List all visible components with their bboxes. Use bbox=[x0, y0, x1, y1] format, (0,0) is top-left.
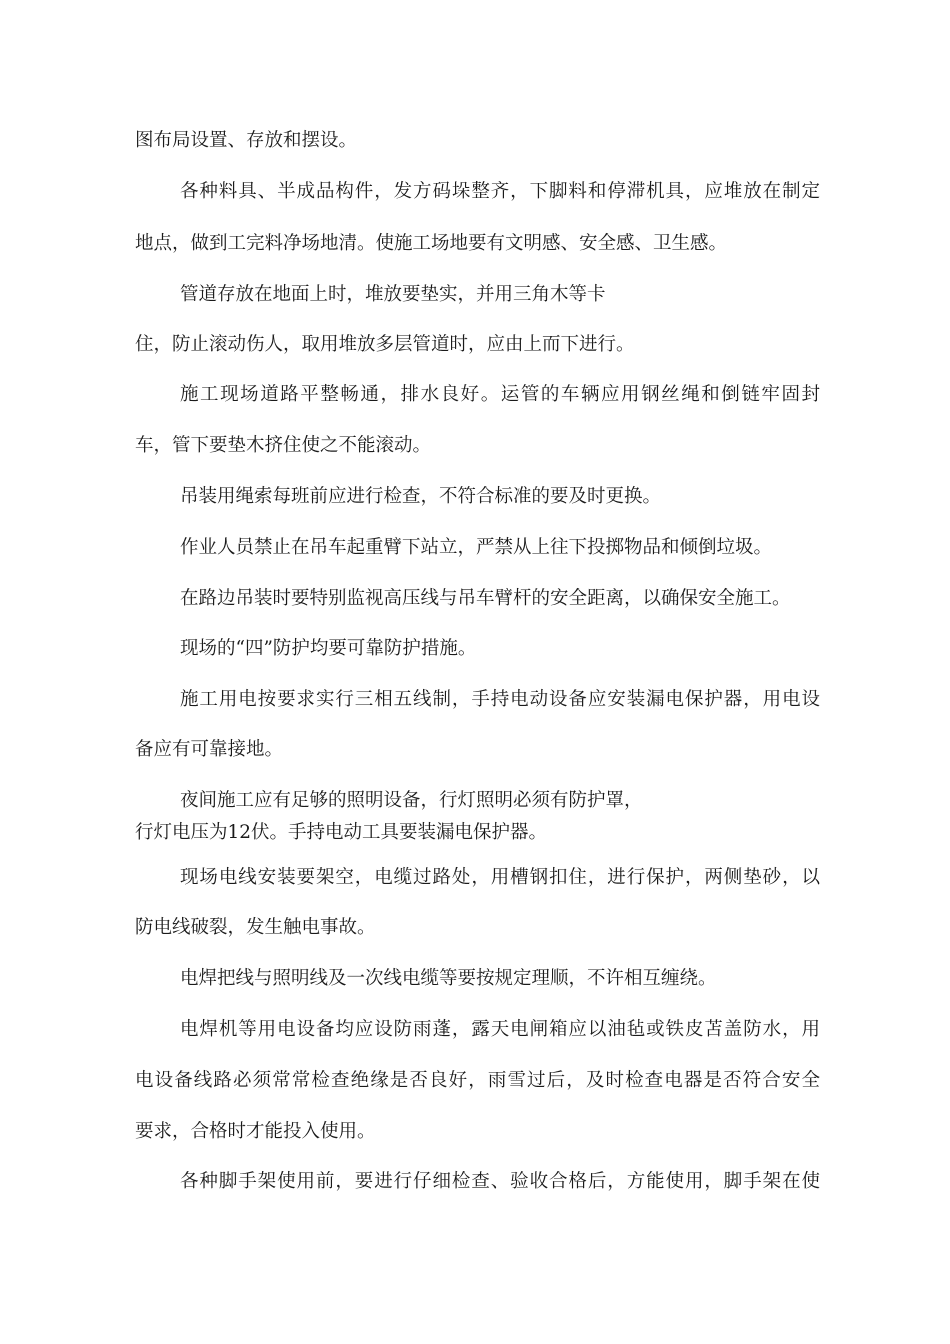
paragraph-line: 现场的“四”防护均要可靠防护措施。 bbox=[180, 638, 477, 659]
paragraph-line: 现场电线安装要架空，电缆过路处，用槽钢扣住，进行保护，两侧垫砂，以 bbox=[180, 867, 820, 888]
paragraph-line: 施工用电按要求实行三相五线制，手持电动设备应安装漏电保护器，用电设 bbox=[180, 689, 820, 710]
paragraph-line: 电焊机等用电设备均应设防雨蓬，露天电闸箱应以油毡或铁皮苫盖防水，用 bbox=[180, 1019, 820, 1040]
paragraph-line: 管道存放在地面上时，堆放要垫实，并用三角木等卡 bbox=[180, 284, 606, 305]
text-line: 备应有可靠接地。 bbox=[135, 739, 284, 760]
paragraph-line: 在路边吊装时要特别监视高压线与吊车臂杆的安全距离，以确保安全施工。 bbox=[180, 588, 791, 609]
text-line: 车，管下要垫木挤住使之不能滚动。 bbox=[135, 435, 432, 456]
text-line: 地点，做到工完料净场地清。使施工场地要有文明感、安全感、卫生感。 bbox=[135, 233, 728, 254]
text-line: 图布局设置、存放和摆设。 bbox=[135, 130, 358, 151]
text-line: 电设备线路必须常常检查绝缘是否良好，雨雪过后，及时检查电器是否符合安全 bbox=[135, 1070, 820, 1091]
paragraph-line: 各种脚手架使用前，要进行仔细检查、验收合格后，方能使用，脚手架在使 bbox=[180, 1171, 820, 1192]
paragraph-line: 各种料具、半成品构件，发方码垛整齐，下脚料和停滞机具，应堆放在制定 bbox=[180, 181, 820, 202]
paragraph-line: 吊装用绳索每班前应进行检查，不符合标准的要及时更换。 bbox=[180, 486, 662, 507]
paragraph-line: 夜间施工应有足够的照明设备，行灯照明必须有防护罩， bbox=[180, 790, 643, 811]
text-line: 要求，合格时才能投入使用。 bbox=[135, 1121, 376, 1142]
paragraph-line: 施工现场道路平整畅通，排水良好。运管的车辆应用钢丝绳和倒链牢固封 bbox=[180, 384, 820, 405]
paragraph-line: 电焊把线与照明线及一次线电缆等要按规定理顺，不许相互缠绕。 bbox=[180, 968, 717, 989]
text-line: 防电线破裂，发生触电事故。 bbox=[135, 917, 376, 938]
paragraph-line: 作业人员禁止在吊车起重臂下站立，严禁从上往下投掷物品和倾倒垃圾。 bbox=[180, 537, 773, 558]
text-line: 住，防止滚动伤人，取用堆放多层管道时，应由上而下进行。 bbox=[135, 334, 635, 355]
text-line: 行灯电压为12伏。手持电动工具要装漏电保护器。 bbox=[135, 822, 548, 843]
